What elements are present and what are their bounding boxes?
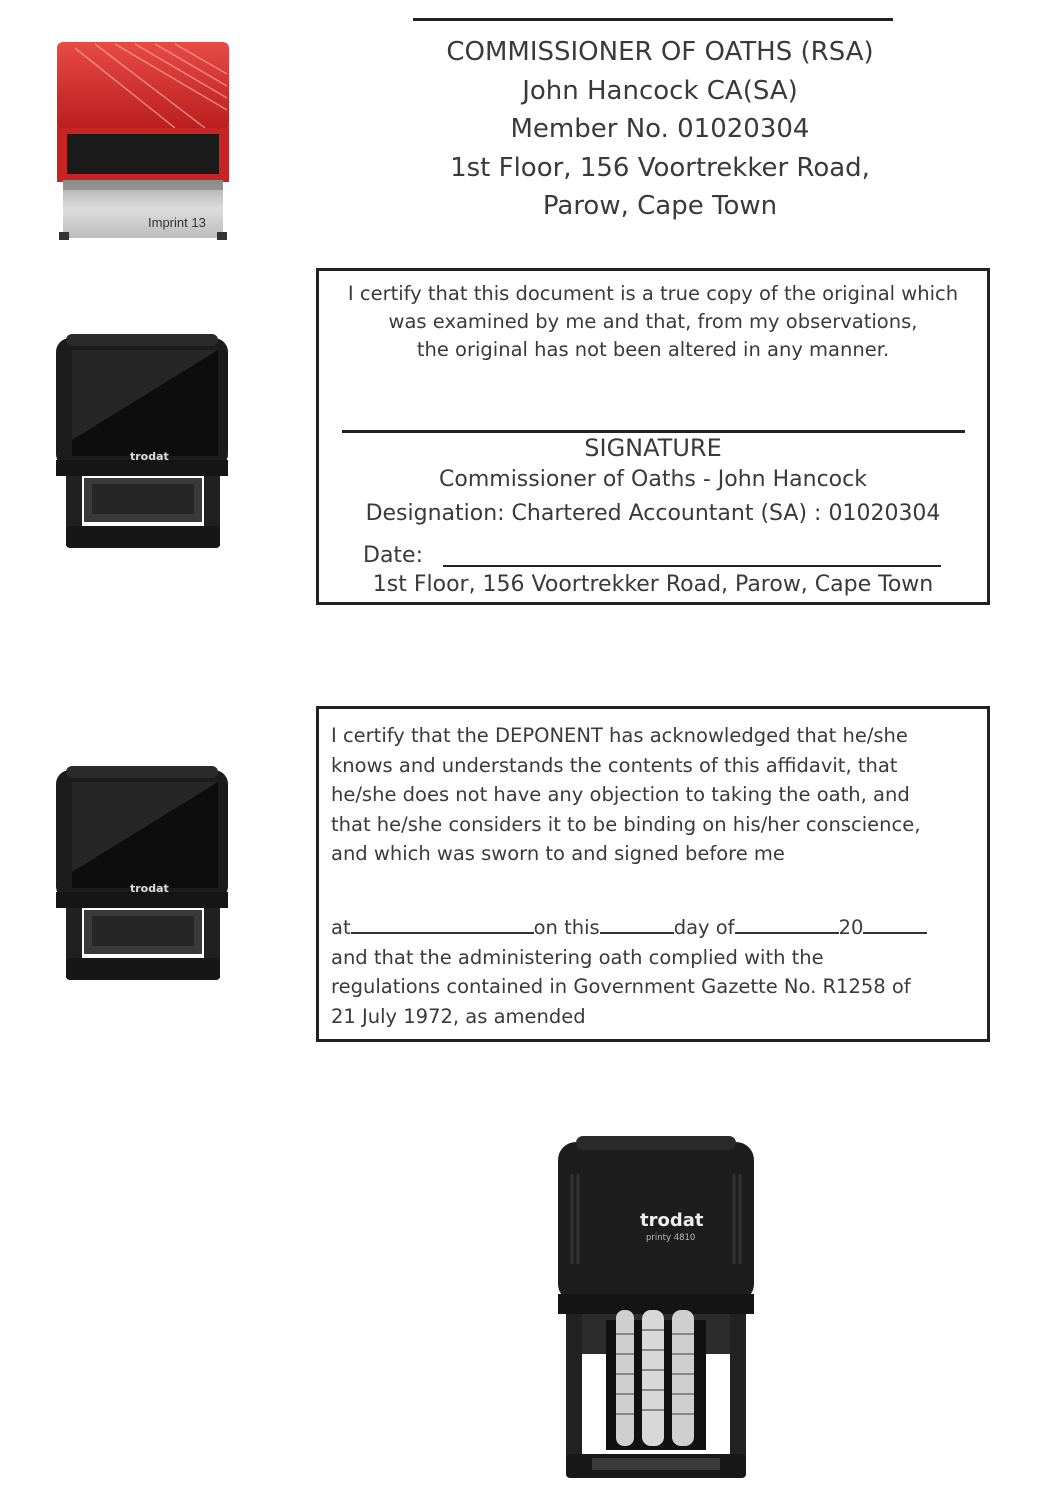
place-blank (351, 913, 534, 934)
closing-line-1: and that the administering oath complied with the (331, 945, 824, 969)
month-blank (735, 913, 839, 934)
impression-1-member-no: Member No. 01020304 (510, 114, 810, 144)
impression-2-address: 1st Floor, 156 Voortrekker Road, Parow, Cape Town (372, 572, 934, 597)
year-blank (863, 913, 927, 934)
red-stamp-image (55, 40, 235, 245)
at-label: at (331, 916, 351, 939)
closing-line-2: regulations contained in Government Gazette No. R1258 of (331, 975, 911, 998)
affidavit-line-2: knows and understands the contents of this affidavit, that (331, 753, 898, 777)
impression-1-commissioner-details (380, 18, 940, 226)
certification-line-2: was examined by me and that, from my observations, (388, 310, 918, 333)
black-stamp-image-2 (52, 762, 234, 982)
impression-2-true-copy-certification (316, 268, 990, 605)
date-blank-line (443, 565, 941, 567)
designation: Designation: Chartered Accountant (SA) : 01020304 (365, 501, 941, 526)
year-prefix: 20 (838, 916, 864, 939)
red-stamp-model-label: Imprint 13 (148, 215, 206, 230)
date-label: Date: (363, 543, 423, 568)
dater-stamp-image (552, 1134, 762, 1482)
impression-1-address-line-1: 1st Floor, 156 Voortrekker Road, (450, 152, 870, 183)
day-of-label: day of (673, 916, 735, 939)
certification-text (319, 280, 987, 364)
closing-line-3: 21 July 1972, as amended (331, 1004, 586, 1028)
dater-trodat-logo: trodat (640, 1210, 704, 1231)
signature-label: SIGNATURE (584, 434, 722, 462)
trodat-logo-2: trodat (130, 882, 169, 895)
impression-1-title: COMMISSIONER OF OATHS (RSA) (446, 37, 874, 67)
certification-line-1: I certify that this document is a true copy of the original which (347, 282, 959, 305)
dater-model-label: printy 4810 (646, 1233, 696, 1243)
on-this-label: on this (533, 916, 600, 939)
commissioner-name: Commissioner of Oaths - John Hancock (439, 467, 867, 492)
trodat-logo: trodat (130, 450, 169, 463)
impression-3-affidavit-certification (316, 706, 990, 1042)
black-stamp-image-1 (52, 330, 234, 550)
affidavit-certification-text (331, 721, 979, 869)
place-date-blanks (331, 913, 979, 943)
affidavit-line-3: he/she does not have any objection to taking the oath, and (331, 783, 910, 806)
affidavit-closing (331, 913, 979, 1031)
affidavit-line-4: that he/she considers it to be binding on his/her conscience, (331, 812, 921, 836)
impression-1-address-line-2: Parow, Cape Town (542, 191, 778, 221)
certification-line-3: the original has not been altered in any manner. (416, 338, 890, 361)
day-blank (600, 913, 674, 934)
impression-1-top-rule (413, 18, 893, 21)
impression-1-name: John Hancock CA(SA) (522, 75, 798, 106)
affidavit-line-5: and which was sworn to and signed before me (331, 842, 785, 865)
affidavit-line-1: I certify that the DEPONENT has acknowledged that he/she (331, 724, 908, 747)
